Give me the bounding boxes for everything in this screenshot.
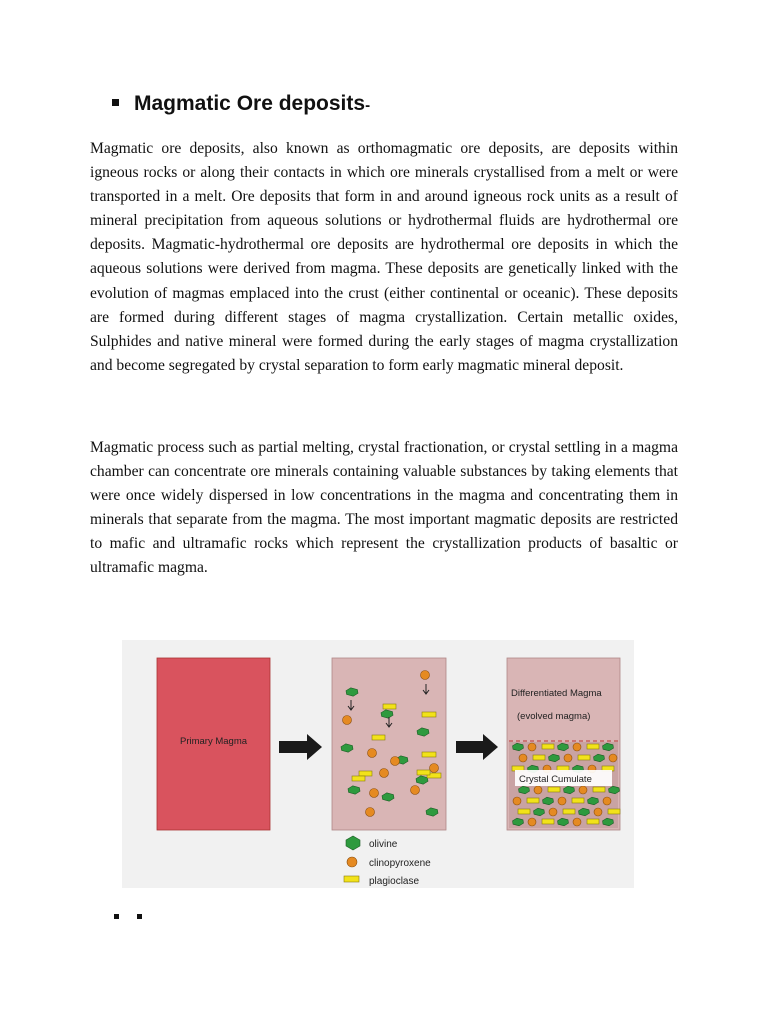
clinopyroxene-icon xyxy=(347,857,357,867)
clinopyroxene-crystal xyxy=(430,764,439,773)
crystal-cumulate-label: Crystal Cumulate xyxy=(519,774,592,785)
clinopyroxene-crystal xyxy=(391,757,400,766)
legend-plagioclase: plagioclase xyxy=(369,876,420,887)
clinopyroxene-crystal xyxy=(421,671,430,680)
clinopyroxene-crystal xyxy=(549,808,557,816)
heading-title: Magmatic Ore deposits xyxy=(134,92,366,115)
clinopyroxene-crystal xyxy=(573,743,581,751)
bottom-bullets xyxy=(114,914,142,919)
legend-clinopyroxene: clinopyroxene xyxy=(369,858,431,869)
plagioclase-crystal xyxy=(587,744,599,749)
clinopyroxene-crystal xyxy=(564,754,572,762)
clinopyroxene-crystal xyxy=(411,786,420,795)
plagioclase-crystal xyxy=(578,755,590,760)
clinopyroxene-crystal xyxy=(370,789,379,798)
bullet-icon xyxy=(137,914,142,919)
plagioclase-crystal xyxy=(422,712,436,717)
plagioclase-crystal xyxy=(587,819,599,824)
clinopyroxene-crystal xyxy=(603,797,611,805)
plagioclase-crystal xyxy=(548,787,560,792)
plagioclase-crystal xyxy=(527,798,539,803)
section-heading xyxy=(112,92,370,116)
plagioclase-crystal xyxy=(593,787,605,792)
plagioclase-crystal xyxy=(542,819,554,824)
primary-magma-label: Primary Magma xyxy=(180,736,248,747)
plagioclase-crystal xyxy=(563,809,575,814)
clinopyroxene-crystal xyxy=(343,716,352,725)
clinopyroxene-crystal xyxy=(368,749,377,758)
paragraph-2: Magmatic process such as partial melting, crystal fractionation, or crystal settling in a magma chamber can concentrate ore minerals containing valuable substances by taking elements that were once widely dispersed in low concentrations in the magma and concentrating them in minerals that separate from the magma. The most important magmatic deposits are restricted to mafic and ultramafic rocks which represent the crystallization products of basaltic or ultramafic magma. xyxy=(90,439,678,577)
clinopyroxene-crystal xyxy=(513,797,521,805)
plagioclase-crystal xyxy=(608,809,620,814)
clinopyroxene-crystal xyxy=(366,808,375,817)
heading-suffix: - xyxy=(365,97,371,114)
crystallizing-magma-panel xyxy=(332,658,446,830)
clinopyroxene-crystal xyxy=(594,808,602,816)
plagioclase-crystal xyxy=(518,809,530,814)
clinopyroxene-crystal xyxy=(528,818,536,826)
plagioclase-crystal xyxy=(417,770,430,775)
bullet-icon xyxy=(114,914,119,919)
clinopyroxene-crystal xyxy=(380,769,389,778)
clinopyroxene-crystal xyxy=(528,743,536,751)
evolved-magma-label: (evolved magma) xyxy=(517,711,591,722)
plagioclase-crystal xyxy=(372,735,385,740)
clinopyroxene-crystal xyxy=(519,754,527,762)
plagioclase-crystal xyxy=(533,755,545,760)
plagioclase-crystal xyxy=(352,776,365,781)
clinopyroxene-crystal xyxy=(573,818,581,826)
plagioclase-crystal xyxy=(542,744,554,749)
plagioclase-crystal xyxy=(422,752,436,757)
clinopyroxene-crystal xyxy=(534,786,542,794)
paragraph-1: Magmatic ore deposits, also known as orthomagmatic ore deposits, are deposits within igneous rocks or along their contacts in which ore minerals crystallised from a melt or were transported in a melt. Ore deposits that form in and around igneous rock units as a result of mineral precipitation from aqueous solutions or hydrothermal fluids are hydrothermal ore deposits. Magmatic-hydrothermal ore deposits are hydrothermal ore deposits in which the aqueous solutions were derived from magma. These deposits are genetically linked with the evolution of magmas emplaced into the crust (either continental or oceanic). These deposits are formed during different stages of magma crystallization. Certain metallic oxides, Sulphides and native mineral were formed during the early stages of magma crystallization and become segregated by crystal separation to form early magmatic mineral deposit. xyxy=(90,140,678,374)
clinopyroxene-crystal xyxy=(609,754,617,762)
figure-svg xyxy=(122,640,634,888)
plagioclase-icon xyxy=(344,876,359,882)
plagioclase-crystal xyxy=(572,798,584,803)
legend-olivine: olivine xyxy=(369,839,398,850)
clinopyroxene-crystal xyxy=(558,797,566,805)
differentiated-magma-label: Differentiated Magma xyxy=(511,688,602,699)
magma-differentiation-figure xyxy=(122,640,634,888)
plagioclase-crystal xyxy=(383,704,396,709)
clinopyroxene-crystal xyxy=(579,786,587,794)
plagioclase-crystal xyxy=(359,771,372,776)
bullet-icon xyxy=(112,99,119,106)
